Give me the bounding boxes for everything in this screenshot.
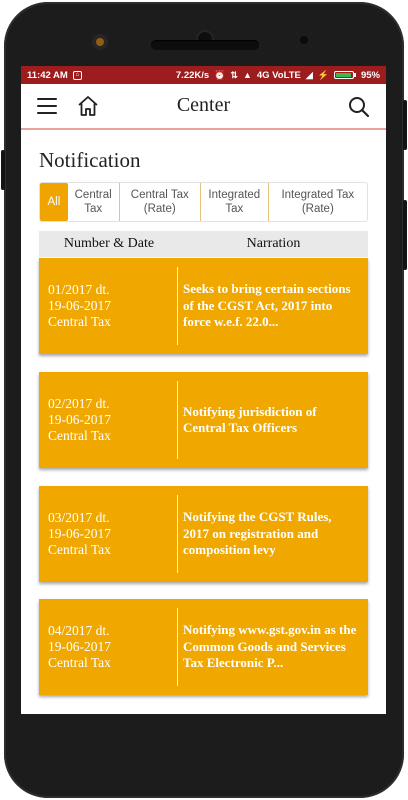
card-narration bbox=[178, 258, 368, 354]
charging-icon: ⚡ bbox=[317, 69, 329, 80]
page-title: Notification bbox=[39, 148, 141, 172]
notification-card[interactable] bbox=[39, 258, 368, 354]
status-time: 11:42 AM bbox=[27, 69, 68, 81]
card-type: Central Tax bbox=[48, 314, 111, 329]
card-number-date bbox=[39, 381, 178, 459]
proximity-sensor bbox=[300, 36, 308, 44]
column-header-number-date: Number & Date bbox=[63, 236, 155, 251]
home-icon[interactable] bbox=[76, 94, 100, 123]
card-date: 19-06-2017 bbox=[48, 526, 111, 541]
alarm-icon: ⏰ bbox=[214, 69, 226, 80]
card-date: 19-06-2017 bbox=[48, 298, 111, 313]
card-narration bbox=[178, 486, 368, 582]
column-header-narration: Narration bbox=[246, 236, 301, 251]
table-header bbox=[39, 231, 368, 257]
signal-arrows-icon: ⇅ bbox=[230, 69, 238, 80]
notification-card[interactable] bbox=[39, 372, 368, 468]
notification-card[interactable] bbox=[39, 599, 368, 695]
filter-tabs bbox=[39, 182, 368, 222]
signal-strength-icon: ◢ bbox=[305, 69, 313, 80]
battery-percent: 95% bbox=[360, 69, 380, 81]
card-narration-text: Notifying jurisdiction of Central Tax Officers bbox=[183, 403, 317, 435]
side-button bbox=[403, 200, 407, 270]
card-narration bbox=[178, 599, 368, 695]
front-camera-icon bbox=[92, 34, 108, 50]
card-number-date bbox=[39, 495, 178, 573]
app-bar bbox=[21, 84, 386, 130]
screen bbox=[21, 66, 386, 714]
tab-all[interactable]: All bbox=[40, 183, 68, 221]
card-number: 02/2017 dt. bbox=[48, 396, 110, 411]
card-number: 01/2017 dt. bbox=[48, 282, 110, 297]
earpiece-speaker bbox=[151, 40, 259, 50]
card-narration-text: Notifying www.gst.gov.in as the Common Goods and Services Tax Electronic P... bbox=[183, 622, 357, 671]
tab-central-tax-rate[interactable]: Central Tax (Rate) bbox=[120, 183, 202, 221]
card-type: Central Tax bbox=[48, 428, 111, 443]
card-narration-text: Seeks to bring certain sections of the CGST Act, 2017 into force w.e.f. 22.0... bbox=[183, 281, 351, 330]
card-narration-text: Notifying the CGST Rules, 2017 on registration and composition levy bbox=[183, 509, 332, 558]
tab-integrated-tax[interactable]: Integrated Tax bbox=[201, 183, 269, 221]
notification-card[interactable] bbox=[39, 486, 368, 582]
tab-central-tax[interactable]: Central Tax bbox=[68, 183, 120, 221]
tab-integrated-tax-rate[interactable]: Integrated Tax (Rate) bbox=[281, 189, 355, 215]
network-type: 4G VoLTE bbox=[256, 69, 301, 81]
card-number-date bbox=[39, 267, 178, 345]
app-notification-icon: ⌂ bbox=[73, 71, 82, 80]
card-type: Central Tax bbox=[48, 655, 111, 670]
card-date: 19-06-2017 bbox=[48, 639, 111, 654]
power-button bbox=[403, 100, 407, 150]
card-number-date bbox=[39, 608, 178, 686]
search-icon[interactable] bbox=[347, 95, 371, 124]
card-type: Central Tax bbox=[48, 542, 111, 557]
volume-button bbox=[1, 150, 5, 190]
card-date: 19-06-2017 bbox=[48, 412, 111, 427]
card-narration bbox=[178, 372, 368, 468]
app-title: Center bbox=[176, 94, 231, 116]
battery-fill bbox=[336, 73, 351, 77]
menu-icon[interactable] bbox=[37, 98, 57, 114]
card-number: 03/2017 dt. bbox=[48, 510, 110, 525]
battery-icon bbox=[334, 71, 356, 79]
card-number: 04/2017 dt. bbox=[48, 623, 110, 638]
net-speed: 7.22K/s bbox=[175, 69, 210, 81]
signal-icon: ▲ bbox=[242, 70, 252, 80]
status-bar bbox=[21, 66, 386, 84]
